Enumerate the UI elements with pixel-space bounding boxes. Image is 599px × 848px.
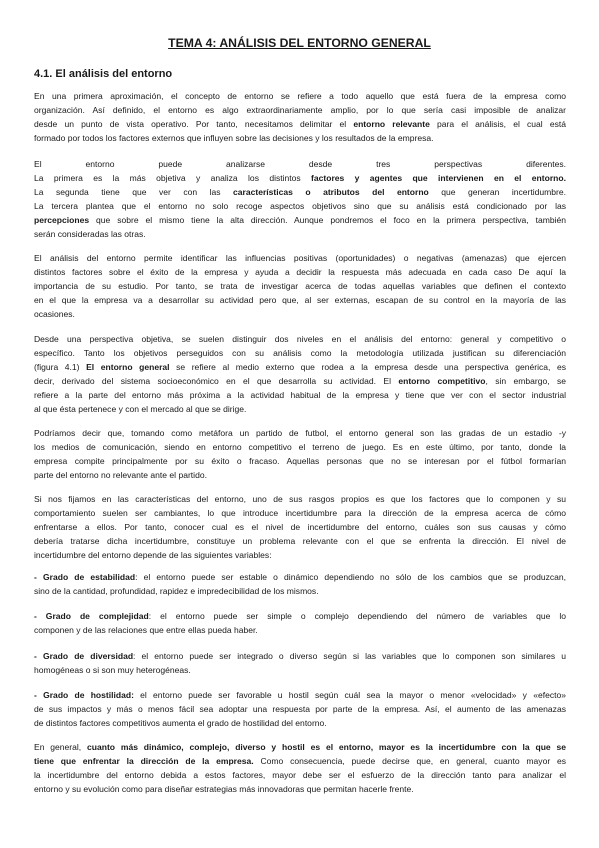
text-run: se refiere al medio externo que rodea a la empresa desde una perspectiva genérica, es <box>169 362 567 373</box>
text-line <box>34 506 566 520</box>
text-run: que sobre el mismo tiene la alta dirección. Aunque pondremos el foco en la primera perspectiva, también <box>89 215 566 226</box>
text-run: refiere a la parte del entorno más próxima a la actividad habitual de la empresa y tiene que ver con el sector industrial <box>34 390 566 401</box>
paragraph-complexity <box>34 609 566 637</box>
text-run: para el análisis, el cual está <box>429 119 567 130</box>
text-line <box>34 440 566 454</box>
text-run: organización. Así definido, el entorno es algo extraordinariamente amplio, por lo que sería casi imposible de analizar <box>34 105 566 116</box>
bold-text: entorno competitivo <box>398 376 486 387</box>
paragraph-diversity <box>34 649 566 677</box>
text-line <box>34 548 566 562</box>
text-run: Si nos fijamos en las características del entorno, uno de sus rasgos propios es que los factores que lo componen y su <box>34 494 566 504</box>
text-line <box>34 213 566 227</box>
text-line <box>34 649 566 663</box>
text-line <box>34 492 566 506</box>
text-run: En general, <box>34 742 87 752</box>
text-line <box>34 520 566 534</box>
text-run: la incertidumbre del entorno debida a estos factores, mayor debe ser el esfuerzo de la dirección tanto para analizar el <box>34 770 566 781</box>
text-run: El entorno puede analizarse desde tres perspectivas diferentes. <box>34 159 566 169</box>
text-run: distintos factores sobre el éxito de la empresa y ayuda a decidir la respuesta más adecuada en cada caso De aquí la <box>34 267 566 278</box>
text-line <box>34 402 566 416</box>
bold-text: - Grado de diversidad <box>34 651 134 661</box>
text-run: , sin embargo, se <box>485 376 566 387</box>
paragraph-intro <box>34 89 566 145</box>
text-line <box>34 346 566 360</box>
text-line <box>34 117 566 131</box>
text-line <box>34 279 566 293</box>
text-line <box>34 570 566 584</box>
text-run: incertidumbre del entorno depende de las siguientes variables: <box>34 550 272 561</box>
text-line <box>34 171 566 185</box>
bold-text: - Grado de estabilidad <box>34 572 136 582</box>
paragraph-analysis <box>34 251 566 321</box>
text-run: desde un punto de vista operativo. Por tanto, necesitamos delimitar el <box>34 119 354 130</box>
text-run: formado por todos los factores externos que influyen sobre las decisiones y los resultados de la empresa. <box>34 133 434 144</box>
paragraph-conclusion <box>34 740 566 796</box>
text-run: entorno y su evolución como para diseñar estrategias más innovadoras que permitan hacerle frente. <box>34 784 414 795</box>
text-run: La primera es la más objetiva y analiza los distintos <box>34 173 312 184</box>
text-run: : el entorno puede ser simple o complejo dependiendo del número de variables que lo <box>148 611 566 621</box>
text-line <box>34 89 566 103</box>
bold-text: factores y agentes que intervienen en el entorno. <box>311 173 566 184</box>
paragraph-stability <box>34 570 566 598</box>
text-run: en el que la empresa va a desarrollar su actividad pero que, al ser externas, escapan de su control en la mayoría de las <box>34 295 566 306</box>
text-run: parte del entorno no relevante ante el partido. <box>34 470 207 481</box>
text-line <box>34 584 566 598</box>
section-heading: 4.1. El análisis del entorno <box>34 68 173 80</box>
text-run: importancia de su estudio. Por tanto, se trata de investigar acerca de todas aquellas variables que definen el contexto <box>34 281 566 292</box>
text-line <box>34 374 566 388</box>
text-run: debería tratarse dicha incertidumbre, constituye un problema relevante con el que se enfrenta la dirección. El nivel de <box>34 536 566 547</box>
text-run: Como consecuencia, puede decirse que, en general, cuanto mayor es <box>253 756 567 767</box>
bold-text: - Grado de complejidad <box>34 611 149 621</box>
text-line <box>34 426 566 440</box>
text-line <box>34 388 566 402</box>
paragraph-uncertainty <box>34 492 566 562</box>
text-run: sino de la cantidad, profundidad, rapidez e impredecibilidad de los mismos. <box>34 586 319 597</box>
bold-text: cuanto más dinámico, complejo, diverso y hostil es el entorno, mayor es la incertidumbre con la que se <box>87 742 567 752</box>
text-run: : el entorno puede ser estable o dinámico dependiendo no sólo de los cambios que se produzcan, <box>135 572 566 582</box>
text-run: de sus impactos y más o menos fácil sea adoptar una respuesta por parte de la empresa. Así, el aumento de las amenazas <box>34 704 566 715</box>
paragraph-levels <box>34 332 566 417</box>
text-line <box>34 468 566 482</box>
text-line <box>34 688 566 702</box>
text-line <box>34 131 566 145</box>
text-run: El análisis del entorno permite identificar las influencias positivas (oportunidades) o negativas (amenazas) que ejercen <box>34 253 566 263</box>
bold-text: tiene que enfrentar la dirección de la empresa. <box>34 756 254 767</box>
text-run: de distintos factores competitivos aumenta el grado de hostilidad del entorno. <box>34 718 327 729</box>
text-run: : el entorno puede ser integrado o diverso según si las variables que lo componen son similares u <box>133 651 566 661</box>
bold-text: características o atributos del entorno <box>233 187 429 198</box>
text-line <box>34 740 566 754</box>
bold-text: - Grado de hostilidad: <box>34 690 134 700</box>
page-title: TEMA 4: ANÁLISIS DEL ENTORNO GENERAL <box>168 36 431 50</box>
bold-text: El entorno general <box>86 362 170 373</box>
bold-text: percepciones <box>34 215 90 226</box>
text-line <box>34 663 566 677</box>
text-run: La tercera plantea que el entorno no solo recoge aspectos objetivos sino que su análisis está condicionado por las <box>34 201 566 212</box>
text-line <box>34 782 566 796</box>
text-run: Desde una perspectiva objetiva, se suelen distinguir dos niveles en el análisis del entorno: general y competitivo o <box>34 334 566 344</box>
text-line <box>34 609 566 623</box>
text-run: En una primera aproximación, el concepto de entorno se refiere a todo aquello que está fuera de la empresa como <box>34 91 566 101</box>
text-line <box>34 199 566 213</box>
text-run: La segunda tiene que ver con las <box>34 187 234 198</box>
paragraph-hostility <box>34 688 566 730</box>
text-line <box>34 360 566 374</box>
text-run: serán consideradas las otras. <box>34 229 146 240</box>
text-run: empresa compite principalmente por su éxito o fracaso. Aquellas personas que no se interesan por el fútbol formarían <box>34 456 566 467</box>
text-line <box>34 157 566 171</box>
text-line <box>34 332 566 346</box>
text-line <box>34 251 566 265</box>
text-run: componen y de las relaciones que entre ellas pueda haber. <box>34 625 258 636</box>
text-line <box>34 623 566 637</box>
text-line <box>34 702 566 716</box>
bold-text: entorno relevante <box>353 119 430 130</box>
text-run: decir, derivado del sistema socioeconómico en el que desarrolla su actividad. El <box>34 376 399 387</box>
text-line <box>34 754 566 768</box>
text-run: comportamiento suelen ser cambiantes, lo que introduce incertidumbre para la dirección de la empresa acerca de cómo <box>34 508 566 519</box>
text-line <box>34 185 566 199</box>
text-run: enfrentarse a ellos. Por tanto, conocer cual es el nivel de incertidumbre del entorno, cuáles son sus causas y cómo <box>34 522 566 533</box>
text-run: homogéneas o si son muy heterogéneas. <box>34 665 191 676</box>
text-run: que generan incertidumbre. <box>428 187 566 198</box>
text-run: los medios de comunicación, siendo en entorno competitivo el terreno de juego. Es en este último, por tanto, donde la <box>34 442 566 453</box>
text-line <box>34 768 566 782</box>
text-line <box>34 534 566 548</box>
text-run: ocasiones. <box>34 309 75 320</box>
text-run: (figura 4.1) <box>34 362 87 373</box>
text-line <box>34 307 566 321</box>
text-line <box>34 103 566 117</box>
text-run: Podríamos decir que, tomando como metáfora un partido de futbol, el entorno general son las gradas de un estadio -y <box>34 428 566 438</box>
text-line <box>34 293 566 307</box>
text-line <box>34 265 566 279</box>
text-line <box>34 454 566 468</box>
paragraph-metaphor <box>34 426 566 482</box>
text-run: el entorno puede ser favorable u hostil según cuál sea la mayor o menor «velocidad» y «efecto» <box>133 690 566 700</box>
text-line <box>34 227 566 241</box>
text-line <box>34 716 566 730</box>
text-run: específico. Tanto los objetivos perseguidos con su análisis como la metodología utilizada justifican su diferenciación <box>34 348 566 359</box>
paragraph-perspectives <box>34 157 566 242</box>
text-run: al que ésta pertenece y con el mercado al que se dirige. <box>34 404 247 415</box>
